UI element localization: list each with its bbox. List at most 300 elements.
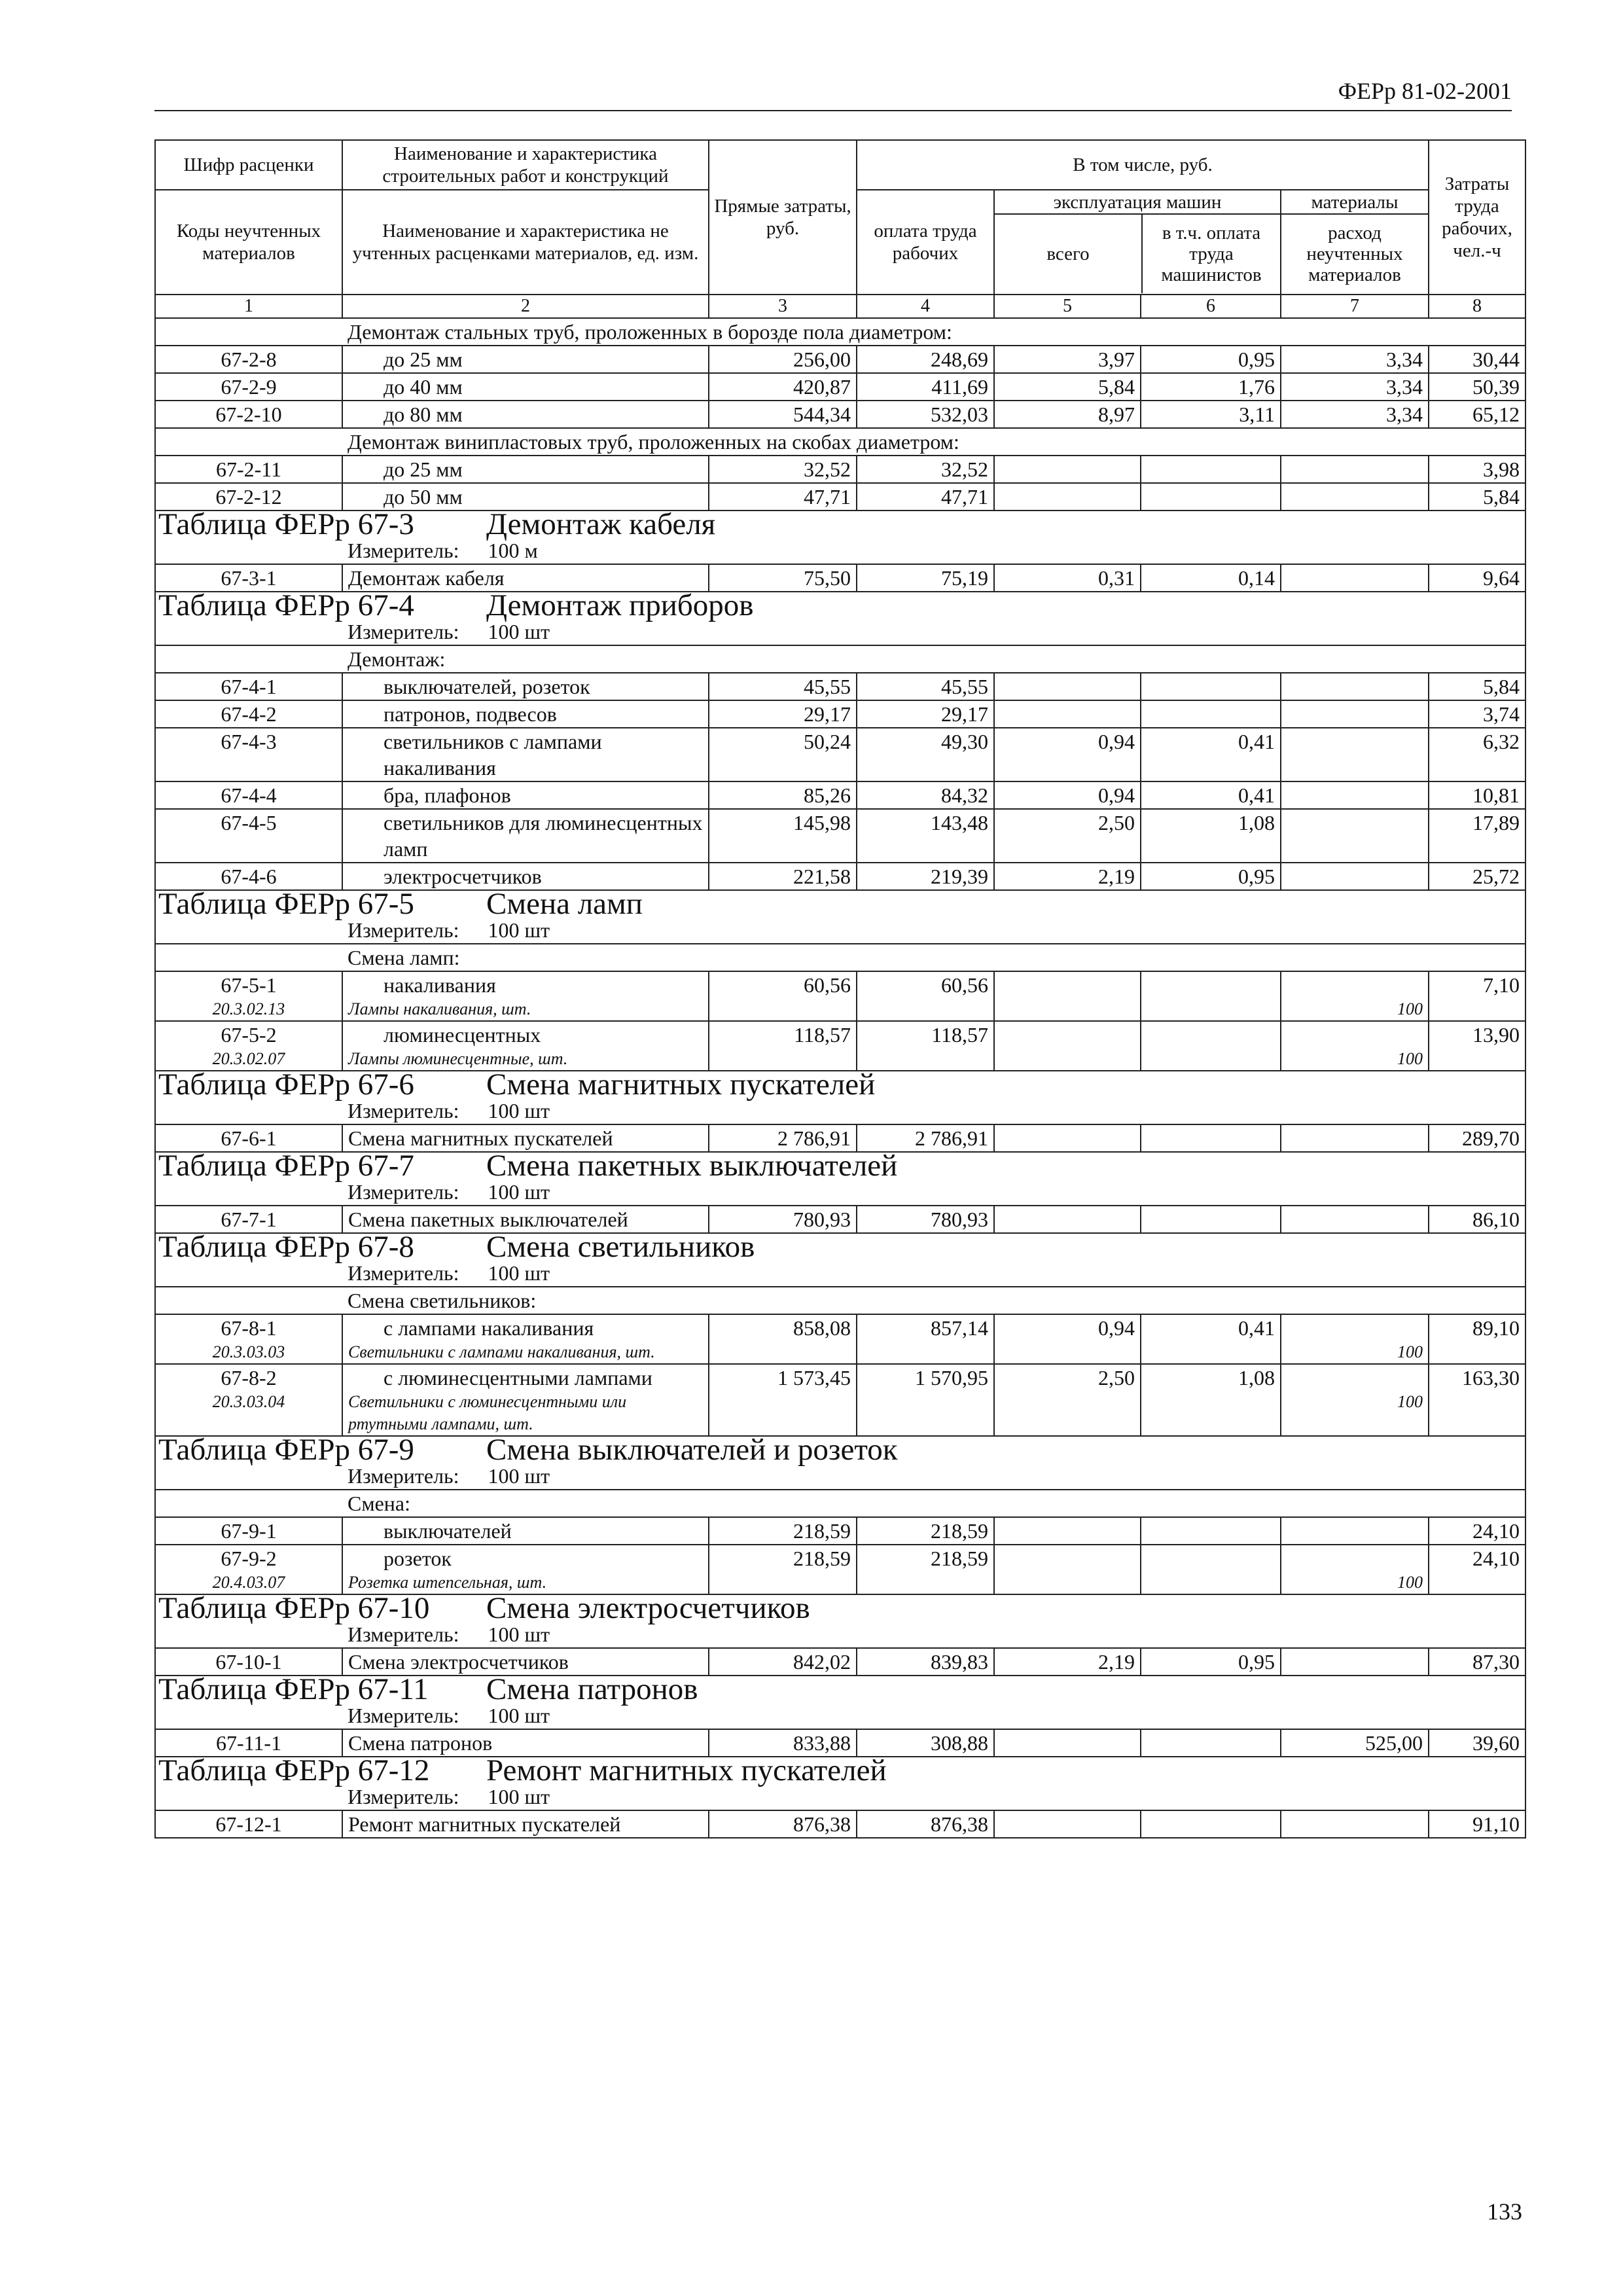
labor-cost: 5,84	[1429, 483, 1525, 511]
section-title: Смена магнитных пускателей	[486, 1067, 876, 1102]
colnum: 6	[1141, 295, 1281, 318]
section-title: Смена пакетных выключателей	[486, 1149, 898, 1183]
rate-code-cell	[155, 1021, 342, 1071]
rate-code: 67-2-11	[155, 456, 342, 483]
direct-cost: 47,71	[709, 483, 857, 511]
direct-cost: 145,98	[709, 809, 857, 863]
material-code: 20.3.03.03	[212, 1342, 285, 1361]
header-operators: в т.ч. оплата труда машинистов	[1161, 223, 1262, 285]
materials-cost	[1287, 972, 1423, 998]
section-label: Таблица ФЕРр 67-4	[155, 592, 709, 619]
group-title: Демонтаж:	[342, 645, 1525, 673]
measure-value: 100 шт	[488, 1785, 550, 1808]
work-name: до 80 мм	[342, 401, 709, 428]
material-name: Лампы люминесцентные, шт.	[348, 1049, 568, 1068]
table-row	[155, 809, 1525, 863]
colnum: 1	[155, 295, 342, 318]
group-row	[155, 1490, 1525, 1517]
rates-table	[154, 139, 1526, 1839]
material-code: 20.3.03.04	[212, 1392, 285, 1411]
measure-label: Измеритель:	[348, 1623, 459, 1646]
wages-cost: 47,71	[857, 483, 994, 511]
direct-cost: 833,88	[709, 1729, 857, 1757]
section-title-row	[155, 1152, 1525, 1179]
rate-code: 67-4-1	[155, 673, 342, 700]
direct-cost: 544,34	[709, 401, 857, 428]
materials-cost	[1287, 1022, 1423, 1048]
measure-row	[155, 537, 1525, 564]
table-row	[155, 373, 1525, 401]
material-code: 20.4.03.07	[212, 1573, 285, 1592]
machines-cost: 2,50	[994, 1364, 1141, 1436]
direct-cost: 50,24	[709, 728, 857, 781]
materials-cost: 3,34	[1281, 401, 1429, 428]
material-name: Светильники с люминесцентными или ртутными лампами, шт.	[348, 1392, 627, 1433]
measure-value: 100 шт	[488, 1180, 550, 1204]
table-row	[155, 728, 1525, 781]
table-row	[155, 346, 1525, 373]
direct-cost: 256,00	[709, 346, 857, 373]
labor-cost: 3,74	[1429, 700, 1525, 728]
wages-cost: 60,56	[857, 971, 994, 1021]
measure-value: 100 шт	[488, 1099, 550, 1122]
measure-value: 100 шт	[488, 918, 550, 942]
section-label: Таблица ФЕРр 67-10	[155, 1594, 709, 1621]
rate-code: 67-2-8	[155, 346, 342, 373]
direct-cost: 32,52	[709, 456, 857, 483]
measure-label: Измеритель:	[348, 1464, 459, 1488]
operators-cost: 0,95	[1141, 1648, 1281, 1676]
work-name: патронов, подвесов	[342, 700, 709, 728]
table-row	[155, 564, 1525, 592]
material-qty: 100	[1397, 1392, 1423, 1411]
header-materials-group	[1281, 190, 1429, 295]
labor-cost: 3,98	[1429, 456, 1525, 483]
section-title: Смена светильников	[486, 1230, 755, 1264]
machines-cost	[994, 456, 1141, 483]
wages-cost: 1 570,95	[857, 1364, 994, 1436]
wages-cost: 29,17	[857, 700, 994, 728]
operators-cost: 0,14	[1141, 564, 1281, 592]
rate-code: 67-5-2	[221, 1023, 277, 1047]
wages-cost: 218,59	[857, 1545, 994, 1594]
rate-code-cell	[155, 1314, 342, 1364]
rate-code: 67-3-1	[155, 564, 342, 592]
measure-row	[155, 1463, 1525, 1490]
machines-cost: 3,97	[994, 346, 1141, 373]
rate-code-cell	[155, 1545, 342, 1594]
labor-cost: 89,10	[1429, 1314, 1525, 1364]
rate-code: 67-8-1	[221, 1316, 277, 1340]
machines-cost	[994, 1124, 1141, 1152]
table-row	[155, 1124, 1525, 1152]
operators-cost: 1,08	[1141, 809, 1281, 863]
section-label: Таблица ФЕРр 67-6	[155, 1071, 709, 1098]
measure-row	[155, 1260, 1525, 1287]
table-row	[155, 700, 1525, 728]
machines-cost: 2,50	[994, 809, 1141, 863]
measure-row	[155, 619, 1525, 645]
work-name: Смена электросчетчиков	[342, 1648, 709, 1676]
table-body	[155, 318, 1525, 1838]
materials-cost	[1287, 1315, 1423, 1341]
labor-cost: 50,39	[1429, 373, 1525, 401]
header-materials: материалы	[1281, 191, 1428, 215]
machines-cost	[994, 1545, 1141, 1594]
operators-cost: 0,41	[1141, 1314, 1281, 1364]
wages-cost: 218,59	[857, 1517, 994, 1545]
material-code: 20.3.02.07	[212, 1049, 285, 1068]
materials-cost	[1287, 1545, 1423, 1571]
rate-code: 67-7-1	[155, 1206, 342, 1233]
labor-cost: 24,10	[1429, 1545, 1525, 1594]
direct-cost: 85,26	[709, 781, 857, 809]
rate-code: 67-9-1	[155, 1517, 342, 1545]
section-title-row	[155, 1594, 1525, 1621]
work-name: Смена патронов	[342, 1729, 709, 1757]
labor-cost: 10,81	[1429, 781, 1525, 809]
materials-cell	[1281, 1021, 1429, 1071]
group-row	[155, 645, 1525, 673]
work-name: бра, плафонов	[342, 781, 709, 809]
wages-cost: 780,93	[857, 1206, 994, 1233]
machines-cost: 2,19	[994, 863, 1141, 890]
measure-value: 100 шт	[488, 1623, 550, 1646]
wages-cost: 32,52	[857, 456, 994, 483]
direct-cost: 118,57	[709, 1021, 857, 1071]
table-row	[155, 863, 1525, 890]
section-title: Смена выключателей и розеток	[486, 1433, 898, 1467]
materials-cost	[1281, 700, 1429, 728]
work-name: до 40 мм	[342, 373, 709, 401]
operators-cost	[1141, 1021, 1281, 1071]
materials-cost	[1281, 1648, 1429, 1676]
labor-cost: 87,30	[1429, 1648, 1525, 1676]
materials-cell	[1281, 1545, 1429, 1594]
measure-label: Измеритель:	[348, 1704, 459, 1727]
measure-label: Измеритель:	[348, 620, 459, 643]
direct-cost: 221,58	[709, 863, 857, 890]
wages-cost: 143,48	[857, 809, 994, 863]
rate-code-cell	[155, 971, 342, 1021]
materials-cell	[1281, 971, 1429, 1021]
group-title: Смена:	[342, 1490, 1525, 1517]
wages-cost: 84,32	[857, 781, 994, 809]
section-label: Таблица ФЕРр 67-8	[155, 1233, 709, 1260]
column-numbers	[155, 295, 1525, 318]
table-row	[155, 1729, 1525, 1757]
table-row	[155, 1021, 1525, 1071]
machines-cost	[994, 700, 1141, 728]
direct-cost: 780,93	[709, 1206, 857, 1233]
rate-code: 67-9-2	[221, 1547, 277, 1570]
header-wages: оплата труда рабочих	[857, 190, 994, 295]
rate-code: 67-4-5	[155, 809, 342, 863]
labor-cost: 5,84	[1429, 673, 1525, 700]
materials-cost	[1281, 1810, 1429, 1838]
machines-cost	[994, 483, 1141, 511]
labor-cost: 39,60	[1429, 1729, 1525, 1757]
table-row	[155, 1517, 1525, 1545]
header-cipher: Шифр расценки	[155, 140, 342, 190]
group-row	[155, 428, 1525, 456]
table-row	[155, 401, 1525, 428]
operators-cost	[1141, 1124, 1281, 1152]
labor-cost: 13,90	[1429, 1021, 1525, 1071]
wages-cost: 75,19	[857, 564, 994, 592]
section-label: Таблица ФЕРр 67-7	[155, 1152, 709, 1179]
work-name: до 50 мм	[342, 483, 709, 511]
rate-code: 67-6-1	[155, 1124, 342, 1152]
materials-cost: 525,00	[1281, 1729, 1429, 1757]
measure-row	[155, 1784, 1525, 1810]
measure-row	[155, 1621, 1525, 1648]
materials-cell	[1281, 1364, 1429, 1436]
operators-cost: 0,41	[1141, 728, 1281, 781]
rate-code: 67-11-1	[155, 1729, 342, 1757]
header-machines-total: всего	[995, 215, 1143, 293]
section-title: Смена патронов	[486, 1672, 698, 1706]
group-title: Демонтаж винипластовых труб, проложенных на скобах диаметром:	[342, 428, 1525, 456]
direct-cost: 218,59	[709, 1545, 857, 1594]
section-label: Таблица ФЕРр 67-12	[155, 1757, 709, 1784]
operators-cost	[1141, 1810, 1281, 1838]
header-machines: эксплуатация машин	[995, 191, 1280, 215]
colnum: 5	[994, 295, 1141, 318]
direct-cost: 842,02	[709, 1648, 857, 1676]
measure-label: Измеритель:	[348, 1180, 459, 1204]
labor-cost: 9,64	[1429, 564, 1525, 592]
table-row	[155, 1545, 1525, 1594]
material-qty: 100	[1397, 1573, 1423, 1592]
materials-cost: 3,34	[1281, 373, 1429, 401]
measure-row	[155, 917, 1525, 944]
material-name: Розетка штепсельная, шт.	[348, 1573, 547, 1592]
header-including: В том числе, руб.	[857, 140, 1429, 190]
machines-cost: 2,19	[994, 1648, 1141, 1676]
machines-cost	[994, 1021, 1141, 1071]
section-title-row	[155, 511, 1525, 537]
header-direct: Прямые затраты, руб.	[709, 140, 857, 295]
machines-cost: 0,94	[994, 728, 1141, 781]
group-row	[155, 1287, 1525, 1314]
materials-cost	[1281, 456, 1429, 483]
material-code: 20.3.02.13	[212, 999, 285, 1018]
measure-value: 100 шт	[488, 1464, 550, 1488]
measure-value: 100 шт	[488, 1704, 550, 1727]
work-name: люминесцентных	[383, 1023, 541, 1047]
table-row	[155, 483, 1525, 511]
operators-cost: 1,08	[1141, 1364, 1281, 1436]
machines-cost	[994, 1810, 1141, 1838]
machines-cost: 5,84	[994, 373, 1141, 401]
labor-cost: 25,72	[1429, 863, 1525, 890]
materials-cost	[1281, 781, 1429, 809]
materials-cost	[1281, 1517, 1429, 1545]
material-name: Лампы накаливания, шт.	[348, 999, 531, 1018]
wages-cost: 2 786,91	[857, 1124, 994, 1152]
wages-cost: 118,57	[857, 1021, 994, 1071]
wages-cost: 839,83	[857, 1648, 994, 1676]
operators-cost	[1141, 1729, 1281, 1757]
machines-cost	[994, 1517, 1141, 1545]
rate-code: 67-2-10	[155, 401, 342, 428]
table-row	[155, 1648, 1525, 1676]
direct-cost: 60,56	[709, 971, 857, 1021]
section-title: Демонтаж кабеля	[486, 507, 716, 541]
machines-cost	[994, 1729, 1141, 1757]
table-row	[155, 1206, 1525, 1233]
operators-cost: 3,11	[1141, 401, 1281, 428]
materials-cost	[1281, 1124, 1429, 1152]
machines-cost	[994, 971, 1141, 1021]
measure-label: Измеритель:	[348, 918, 459, 942]
material-qty: 100	[1397, 1342, 1423, 1361]
materials-cell	[1281, 1314, 1429, 1364]
materials-cost	[1281, 1206, 1429, 1233]
header-codes: Коды неучтенных материалов	[155, 190, 342, 295]
wages-cost: 411,69	[857, 373, 994, 401]
labor-cost: 163,30	[1429, 1364, 1525, 1436]
wages-cost: 45,55	[857, 673, 994, 700]
table-row	[155, 781, 1525, 809]
work-name-cell	[342, 1314, 709, 1364]
rate-code: 67-2-9	[155, 373, 342, 401]
operators-cost	[1141, 971, 1281, 1021]
work-name: светильников с лампами накаливания	[342, 728, 709, 781]
section-title: Ремонт магнитных пускателей	[486, 1753, 887, 1787]
wages-cost: 876,38	[857, 1810, 994, 1838]
operators-cost	[1141, 673, 1281, 700]
section-title-row	[155, 592, 1525, 619]
table-row	[155, 673, 1525, 700]
measure-label: Измеритель:	[348, 1261, 459, 1285]
wages-cost: 49,30	[857, 728, 994, 781]
table-row	[155, 456, 1525, 483]
rate-code: 67-10-1	[155, 1648, 342, 1676]
operators-cost	[1141, 483, 1281, 511]
work-name: розеток	[383, 1547, 452, 1570]
work-name: с лампами накаливания	[383, 1316, 594, 1340]
table-row	[155, 971, 1525, 1021]
work-name: Ремонт магнитных пускателей	[342, 1810, 709, 1838]
machines-cost: 0,94	[994, 781, 1141, 809]
section-title-row	[155, 890, 1525, 917]
operators-cost	[1141, 700, 1281, 728]
group-title: Смена ламп:	[342, 944, 1525, 971]
wages-cost: 248,69	[857, 346, 994, 373]
direct-cost: 858,08	[709, 1314, 857, 1364]
materials-cost	[1281, 809, 1429, 863]
header-materials-sub: расход неучтенных материалов	[1306, 223, 1403, 285]
colnum: 2	[342, 295, 709, 318]
section-title: Смена ламп	[486, 887, 643, 921]
measure-row	[155, 1179, 1525, 1206]
wages-cost: 532,03	[857, 401, 994, 428]
machines-cost: 0,94	[994, 1314, 1141, 1364]
work-name: выключателей, розеток	[342, 673, 709, 700]
colnum: 7	[1281, 295, 1429, 318]
work-name: до 25 мм	[342, 456, 709, 483]
section-title-row	[155, 1676, 1525, 1702]
group-title: Смена светильников:	[342, 1287, 1525, 1314]
materials-cost	[1281, 728, 1429, 781]
rate-code: 67-5-1	[221, 973, 277, 997]
material-qty: 100	[1397, 1049, 1423, 1068]
direct-cost: 29,17	[709, 700, 857, 728]
work-name-cell	[342, 1545, 709, 1594]
operators-cost	[1141, 1545, 1281, 1594]
direct-cost: 420,87	[709, 373, 857, 401]
group-row	[155, 944, 1525, 971]
direct-cost: 218,59	[709, 1517, 857, 1545]
measure-value: 100 шт	[488, 620, 550, 643]
operators-cost	[1141, 1206, 1281, 1233]
work-name: Демонтаж кабеля	[342, 564, 709, 592]
wages-cost: 857,14	[857, 1314, 994, 1364]
measure-label: Измеритель:	[348, 539, 459, 562]
document-code: ФЕРр 81-02-2001	[1338, 78, 1512, 104]
header-name-top: Наименование и характеристика строительных работ и конструкций	[342, 140, 709, 190]
document-header	[154, 72, 1512, 111]
table-header	[155, 140, 1525, 318]
section-title: Демонтаж приборов	[486, 588, 754, 622]
labor-cost: 91,10	[1429, 1810, 1525, 1838]
machines-cost: 0,31	[994, 564, 1141, 592]
direct-cost: 876,38	[709, 1810, 857, 1838]
work-name: накаливания	[383, 973, 496, 997]
section-title-row	[155, 1071, 1525, 1098]
measure-label: Измеритель:	[348, 1099, 459, 1122]
materials-cost: 3,34	[1281, 346, 1429, 373]
operators-cost: 0,41	[1141, 781, 1281, 809]
measure-row	[155, 1702, 1525, 1729]
group-title: Демонтаж стальных труб, проложенных в борозде пола диаметром:	[342, 318, 1525, 346]
labor-cost: 30,44	[1429, 346, 1525, 373]
page-number: 133	[1487, 2198, 1522, 2225]
materials-cost	[1287, 1365, 1423, 1391]
table-row	[155, 1810, 1525, 1838]
machines-cost	[994, 673, 1141, 700]
section-label: Таблица ФЕРр 67-9	[155, 1436, 709, 1463]
header-name-bottom: Наименование и характеристика не учтенных расценками материалов, ед. изм.	[342, 190, 709, 295]
direct-cost: 1 573,45	[709, 1364, 857, 1436]
materials-cost	[1281, 673, 1429, 700]
rate-code: 67-4-4	[155, 781, 342, 809]
section-label: Таблица ФЕРр 67-11	[155, 1676, 709, 1702]
work-name-cell	[342, 1364, 709, 1436]
operators-cost: 0,95	[1141, 346, 1281, 373]
direct-cost: 45,55	[709, 673, 857, 700]
table-row	[155, 1314, 1525, 1364]
materials-cost	[1281, 863, 1429, 890]
work-name: с люминесцентными лампами	[383, 1366, 652, 1390]
rate-code: 67-4-6	[155, 863, 342, 890]
work-name: электросчетчиков	[342, 863, 709, 890]
rate-code: 67-4-3	[155, 728, 342, 781]
section-title-row	[155, 1233, 1525, 1260]
work-name: светильников для люминесцентных ламп	[342, 809, 709, 863]
rate-code: 67-12-1	[155, 1810, 342, 1838]
operators-cost	[1141, 1517, 1281, 1545]
section-title: Смена электросчетчиков	[486, 1591, 810, 1625]
machines-cost: 8,97	[994, 401, 1141, 428]
section-label: Таблица ФЕРр 67-5	[155, 890, 709, 917]
work-name-cell	[342, 971, 709, 1021]
section-title-row	[155, 1436, 1525, 1463]
materials-cost	[1281, 483, 1429, 511]
header-labor: Затраты труда рабочих, чел.-ч	[1429, 140, 1525, 295]
